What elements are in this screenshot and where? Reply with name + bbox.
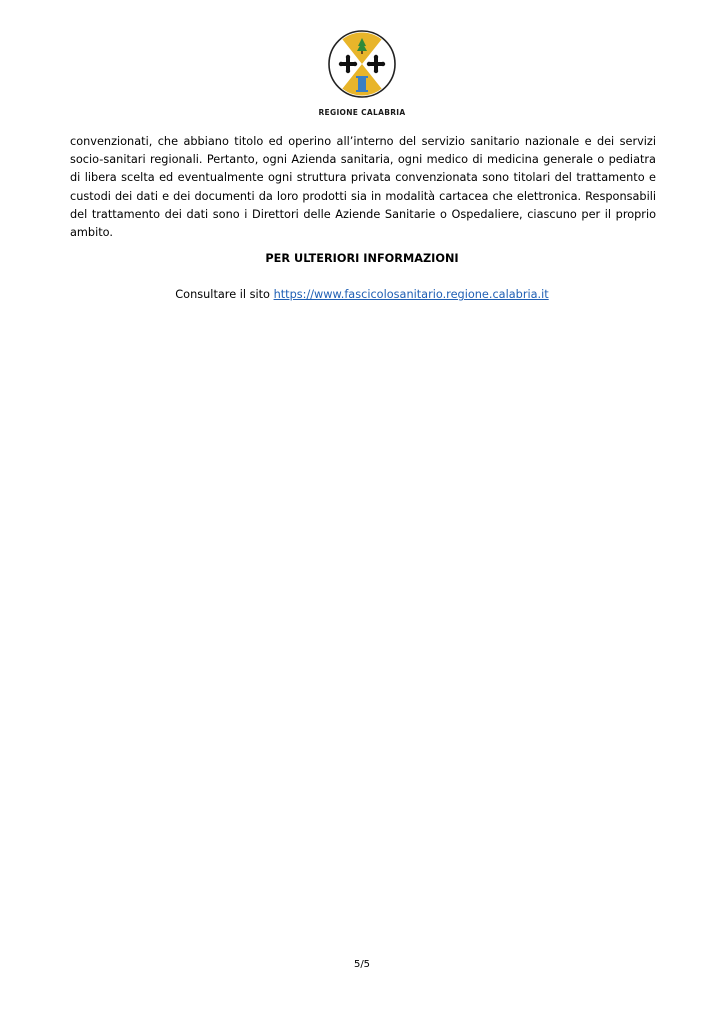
info-prefix: Consultare il sito — [175, 288, 270, 301]
logo-caption: REGIONE CALABRIA — [318, 108, 406, 117]
regione-calabria-emblem-icon — [327, 26, 397, 106]
body-paragraph: convenzionati, che abbiano titolo ed operino all’interno del servizio sanitario nazionale e dei servizi socio-sanitari regionali. Pertanto, ogni Azienda sanitaria, ogni medico di medicina generale o pediatra di libera scelta ed eventualmente ogni struttura privata convenzionata sono titolari del trattamento e custodi dei dati e dei documenti da loro prodotti sia in modalità cartacea che elettronica. Responsabili del trattamento dei dati sono i Direttori delle Aziende Sanitarie o Ospedaliere, ciascuno per il proprio ambito. — [70, 135, 656, 240]
website-link[interactable]: https://www.fascicolosanitario.regione.calabria.it — [273, 288, 549, 301]
header-logo — [0, 26, 724, 117]
page-number: 5/5 — [353, 959, 371, 970]
section-title: PER ULTERIORI INFORMAZIONI — [265, 252, 459, 265]
info-line — [0, 286, 724, 304]
